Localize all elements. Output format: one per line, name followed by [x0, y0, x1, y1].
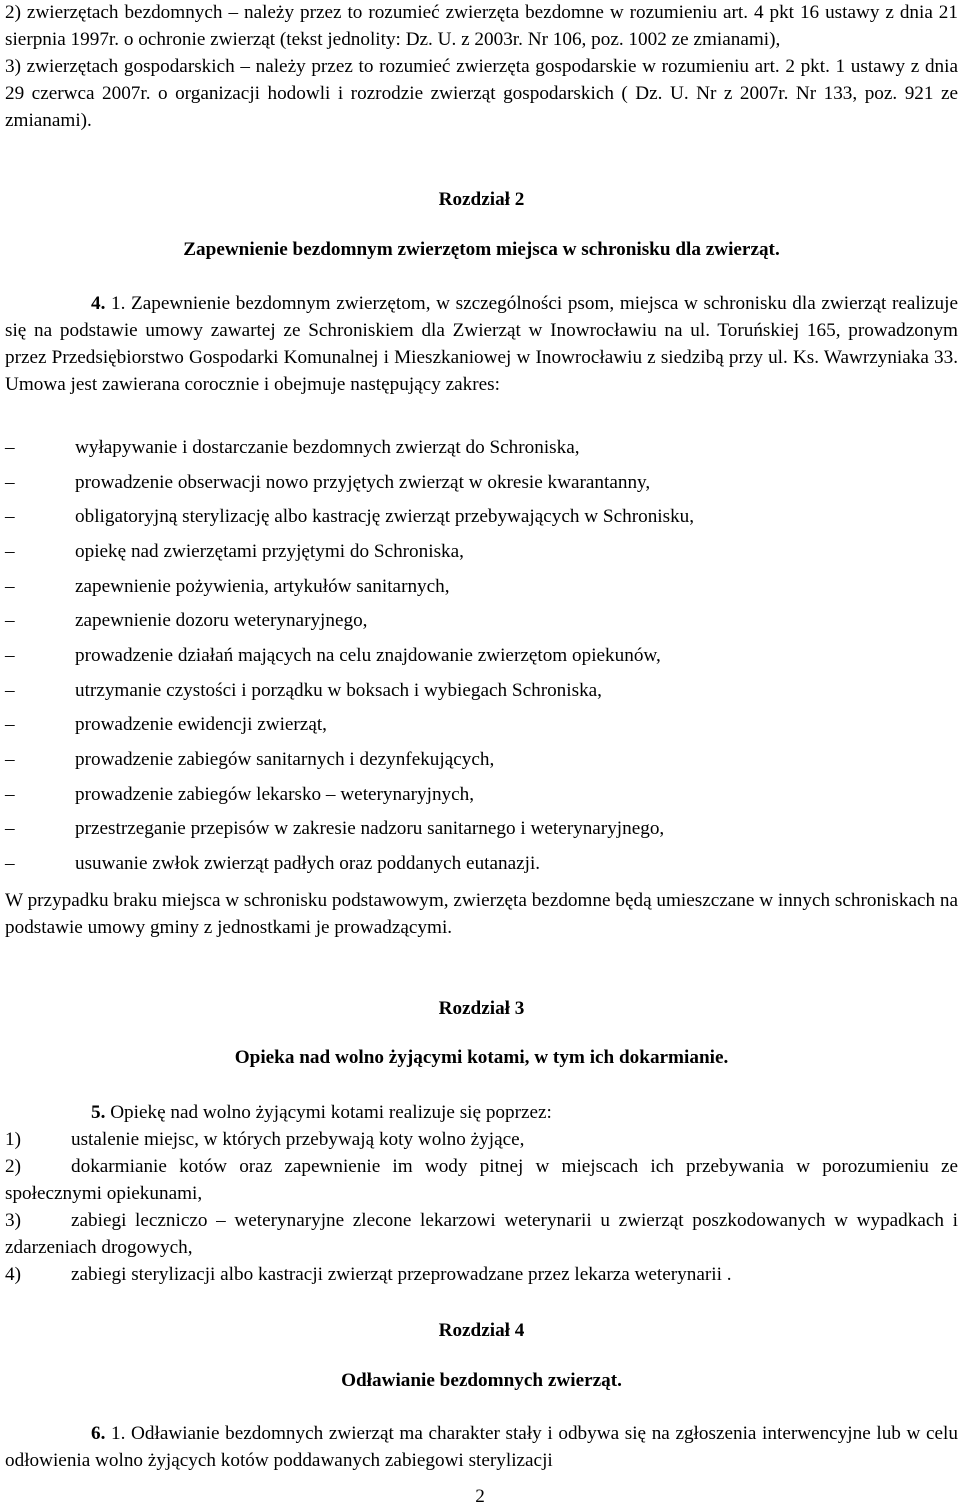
dash-bullet: –	[5, 436, 15, 458]
paragraph-text: Opiekę nad wolno żyjącymi kotami realizuje się poprzez:	[110, 1102, 552, 1123]
list-item-text: utrzymanie czystości i porządku w boksach i wybiegach Schroniska,	[75, 679, 602, 701]
definition-item-3: 3) zwierzętach gospodarskich – należy przez to rozumieć zwierzęta gospodarskie w rozumieniu art. 2 pkt. 1 ustawy z dnia 29 czerwca 2007r. o organizacji hodowli i rozrodzie zwierząt gospodarskich ( Dz. U. Nr z 2007r. Nr 133, poz. 921 ze zmianami).	[5, 56, 958, 131]
list-item	[5, 638, 958, 673]
item-number: 2)	[5, 1156, 21, 1177]
paragraph-5	[5, 1099, 958, 1126]
list-item	[5, 673, 958, 708]
page-number: 2	[475, 1486, 485, 1507]
paragraph-text: 1. Zapewnienie bezdomnym zwierzętom, w szczególności psom, miejsca w schronisku dla zwierząt realizuje się na podstawie umowy zawartej ze Schroniskiem dla Zwierząt w Inowrocławiu na ul. Toruńskiej 165, prowadzonym przez Przedsiębiorstwo Gospodarki Komunalnej i Mieszkaniowej w Inowrocławiu z siedzibą przy ul. Ks. Wawrzyniaka 33. Umowa jest zawierana corocznie i obejmuje następujący zakres:	[5, 293, 959, 395]
item-number: 3)	[5, 1210, 21, 1231]
list-item	[5, 603, 958, 638]
list-item	[5, 812, 958, 847]
list-item	[5, 708, 958, 743]
paragraph-4	[5, 290, 958, 398]
dash-bullet: –	[5, 644, 15, 666]
schronisko-scope-list	[5, 430, 958, 881]
item-number: 4)	[5, 1264, 21, 1285]
list-item-text: prowadzenie działań mających na celu znajdowanie zwierzętom opiekunów,	[75, 644, 661, 666]
numbered-item-4	[5, 1261, 958, 1288]
item-text: zabiegi sterylizacji albo kastracji zwierząt przeprowadzane przez lekarza weterynarii .	[71, 1264, 732, 1285]
numbered-item-2	[5, 1153, 958, 1207]
dash-bullet: –	[5, 818, 15, 840]
list-item	[5, 846, 958, 881]
list-item	[5, 569, 958, 604]
list-item-text: prowadzenie ewidencji zwierząt,	[75, 714, 327, 736]
dash-bullet: –	[5, 749, 15, 771]
list-item-text: prowadzenie obserwacji nowo przyjętych zwierząt w okresie kwarantanny,	[75, 471, 651, 493]
list-item-text: prowadzenie zabiegów sanitarnych i dezynfekujących,	[75, 749, 495, 771]
item-number: 1)	[5, 1129, 21, 1150]
chapter-3-title: Opieka nad wolno żyjącymi kotami, w tym ich dokarmianie.	[234, 1047, 729, 1068]
list-item-text: usuwanie zwłok zwierząt padłych oraz poddanych eutanazji.	[75, 853, 541, 875]
dash-bullet: –	[5, 679, 15, 701]
list-item-text: zapewnienie dozoru weterynaryjnego,	[75, 610, 368, 632]
definition-item-2: 2) zwierzętach bezdomnych – należy przez to rozumieć zwierzęta bezdomne w rozumieniu art. 4 pkt 16 ustawy z dnia 21 sierpnia 1997r. o ochronie zwierząt (tekst jednolity: Dz. U. z 2003r. Nr 106, poz. 1002 ze zmianami),	[5, 2, 958, 50]
dash-bullet: –	[5, 506, 15, 528]
list-item-text: opiekę nad zwierzętami przyjętymi do Schroniska,	[75, 540, 464, 562]
list-item-text: zapewnienie pożywienia, artykułów sanitarnych,	[75, 575, 450, 597]
dash-bullet: –	[5, 853, 15, 875]
chapter-3-paragraph	[5, 1099, 958, 1288]
numbered-item-3	[5, 1207, 958, 1261]
dash-bullet: –	[5, 540, 15, 562]
item-text: ustalenie miejsc, w których przebywają koty wolno żyjące,	[71, 1129, 525, 1150]
chapter-3-heading: Rozdział 3	[438, 998, 525, 1019]
definitions-list	[5, 0, 958, 134]
paragraph-number: 5.	[91, 1102, 106, 1123]
paragraph-number: 4.	[91, 293, 106, 314]
chapter-4-heading: Rozdział 4	[438, 1320, 525, 1341]
chapter-2-closing: W przypadku braku miejsca w schronisku podstawowym, zwierzęta bezdomne będą umieszczane w innych schroniskach na podstawie umowy gminy z jednostkami je prowadzącymi.	[5, 890, 958, 938]
list-item-text: prowadzenie zabiegów lekarsko – weterynaryjnych,	[75, 783, 475, 805]
paragraph-number: 6.	[91, 1423, 106, 1444]
list-item-text: przestrzeganie przepisów w zakresie nadzoru sanitarnego i weterynaryjnego,	[75, 818, 665, 840]
list-item	[5, 534, 958, 569]
list-item	[5, 742, 958, 777]
list-item-text: wyłapywanie i dostarczanie bezdomnych zwierząt do Schroniska,	[75, 436, 580, 458]
list-item	[5, 777, 958, 812]
dash-bullet: –	[5, 714, 15, 736]
list-item	[5, 499, 958, 534]
chapter-2-paragraph	[5, 290, 958, 398]
list-item	[5, 465, 958, 500]
item-text: dokarmianie kotów oraz zapewnienie im wody pitnej w miejscach ich przebywania w porozumieniu ze społecznymi opiekunami,	[5, 1156, 958, 1204]
chapter-2-title: Zapewnienie bezdomnym zwierzętom miejsca w schronisku dla zwierząt.	[183, 239, 780, 260]
dash-bullet: –	[5, 575, 15, 597]
chapter-2-heading: Rozdział 2	[438, 189, 525, 210]
list-item	[5, 430, 958, 465]
paragraph-6	[5, 1420, 958, 1474]
item-text: zabiegi leczniczo – weterynaryjne zlecone lekarzowi weterynarii u zwierząt poszkodowanych w wypadkach i zdarzeniach drogowych,	[5, 1210, 958, 1258]
chapter-4-paragraph	[5, 1420, 958, 1474]
paragraph-text: 1. Odławianie bezdomnych zwierząt ma charakter stały i odbywa się na zgłoszenia interwencyjne lub w celu odłowienia wolno żyjących kotów poddawanych zabiegowi sterylizacji	[5, 1423, 958, 1471]
numbered-item-1	[5, 1126, 958, 1153]
list-item-text: obligatoryjną sterylizację albo kastrację zwierząt przebywających w Schronisku,	[75, 506, 695, 528]
dash-bullet: –	[5, 471, 15, 493]
dash-bullet: –	[5, 783, 15, 805]
dash-bullet: –	[5, 610, 15, 632]
chapter-4-title: Odławianie bezdomnych zwierząt.	[341, 1370, 622, 1391]
